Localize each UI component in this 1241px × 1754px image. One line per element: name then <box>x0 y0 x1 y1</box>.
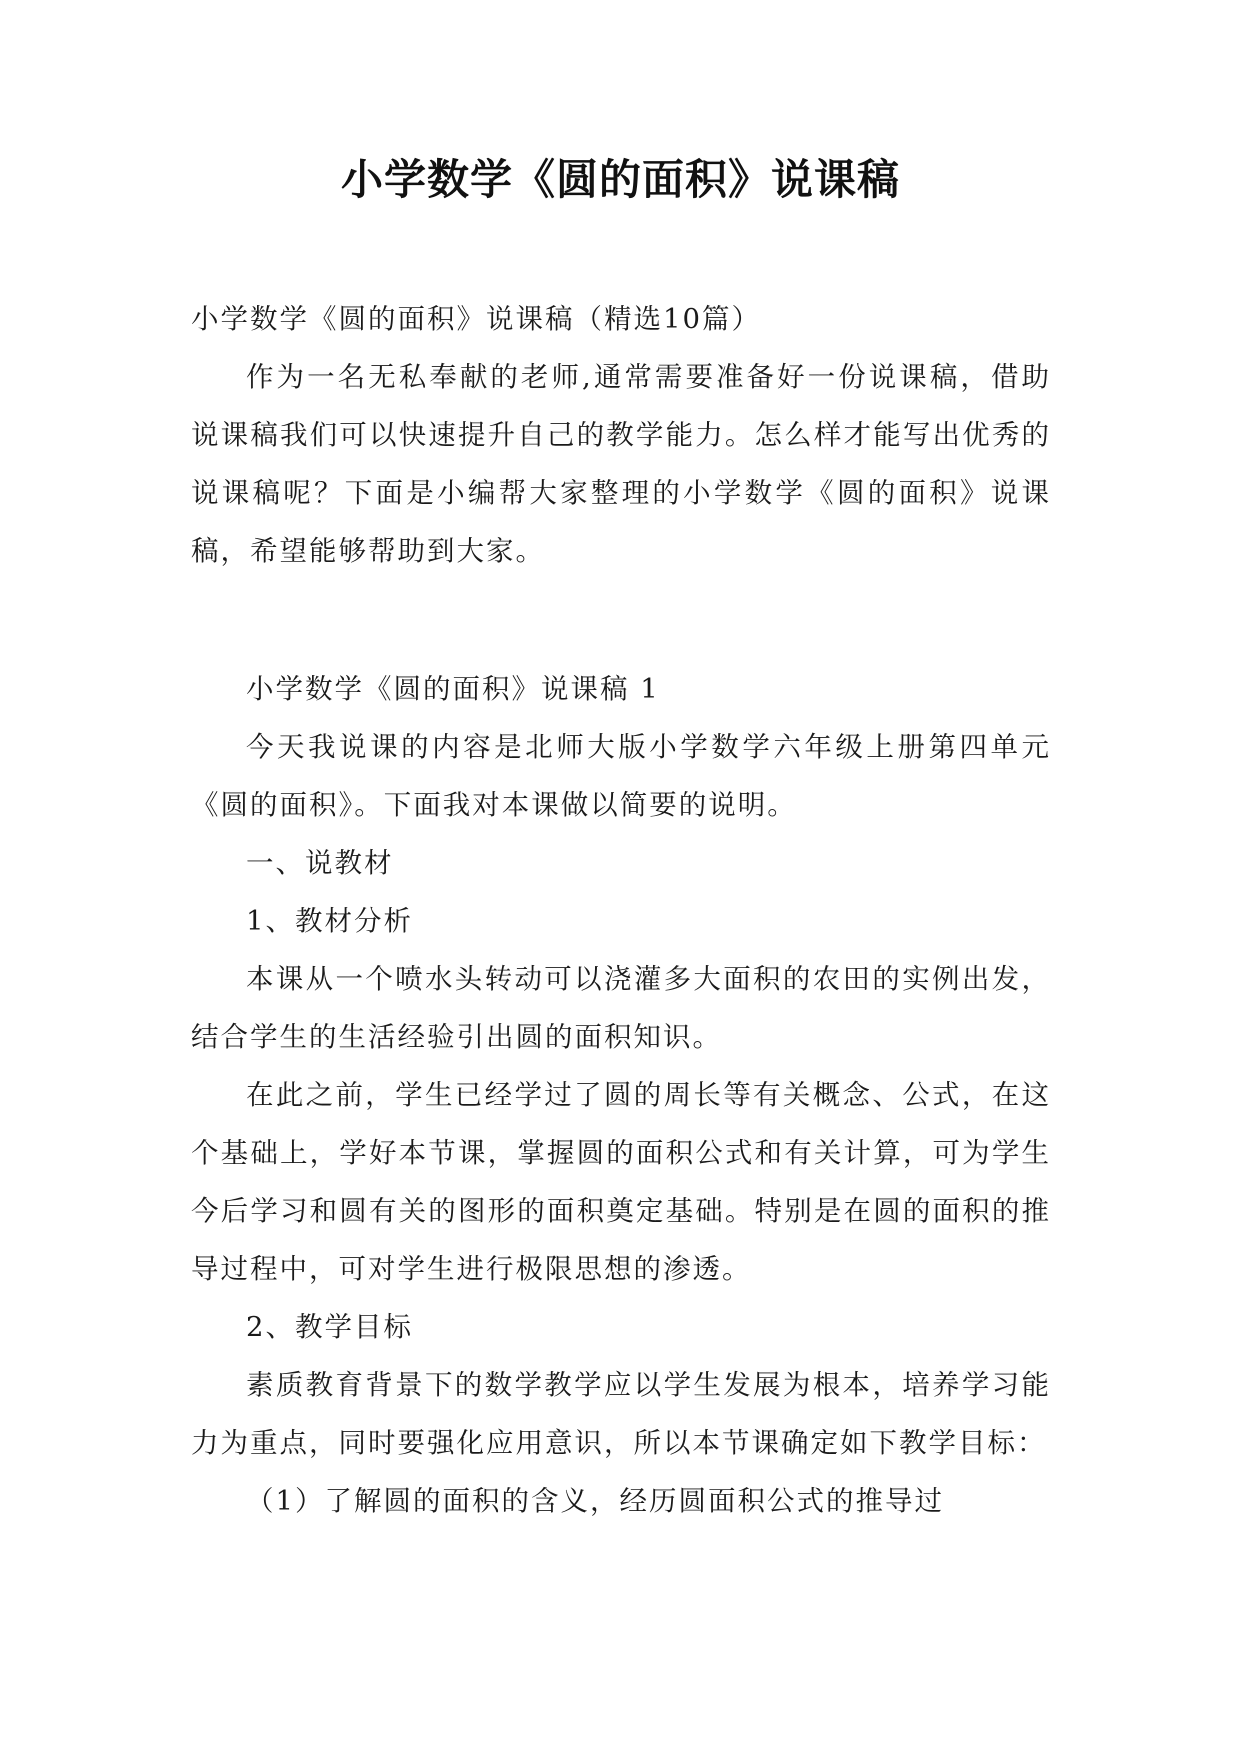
analysis-paragraph-2: 在此之前，学生已经学过了圆的周长等有关概念、公式，在这个基础上，学好本节课，掌握圆的面积公式和有关计算，可为学生今后学习和圆有关的图形的面积奠定基础。特别是在圆的面积的推导过程中，可对学生进行极限思想的渗透。 <box>191 1079 1051 1285</box>
intro-paragraph: 作为一名无私奉献的老师,通常需要准备好一份说课稿，借助说课稿我们可以快速提升自己的教学能力。怎么样才能写出优秀的说课稿呢？下面是小编帮大家整理的小学数学《圆的面积》说课稿，希望能够帮助到大家。 <box>191 361 1051 567</box>
section-heading: 小学数学《圆的面积》说课稿 1 <box>246 673 660 705</box>
heading-teaching-material: 一、说教材 <box>246 847 394 879</box>
content-paragraph: 今天我说课的内容是北师大版小学数学六年级上册第四单元《圆的面积》。下面我对本课做以简要的说明。 <box>191 731 1051 821</box>
heading-teaching-goals: 2、教学目标 <box>246 1311 413 1343</box>
document-subtitle: 小学数学《圆的面积》说课稿（精选10篇） <box>191 303 761 335</box>
document-title: 小学数学《圆的面积》说课稿 <box>340 155 900 204</box>
goals-paragraph: 素质教育背景下的数学教学应以学生发展为根本，培养学习能力为重点，同时要强化应用意识，所以本节课确定如下教学目标： <box>191 1369 1051 1459</box>
heading-material-analysis: 1、教材分析 <box>246 905 413 937</box>
section-spacer <box>191 580 1051 660</box>
document-body <box>191 290 1051 1530</box>
goal-item-1: （1）了解圆的面积的含义，经历圆面积公式的推导过 <box>246 1485 944 1517</box>
analysis-paragraph-1: 本课从一个喷水头转动可以浇灌多大面积的农田的实例出发，结合学生的生活经验引出圆的面积知识。 <box>191 963 1051 1053</box>
